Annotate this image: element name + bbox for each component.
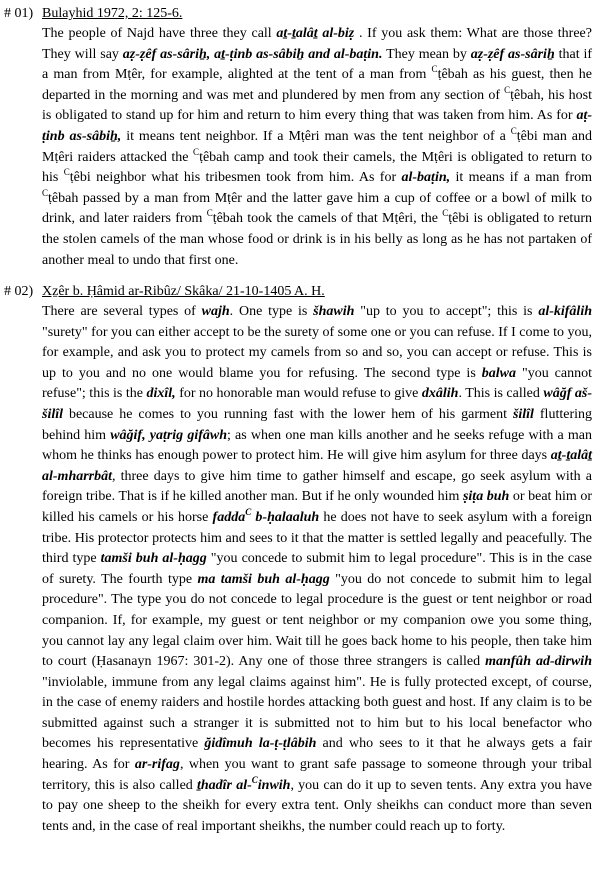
entry-2-header: [0, 282, 600, 302]
entry-2-body: There are several types of wajh. One type is šhawih "up to you to accept"; this is al-kifâlih "surety" for you can either accept to be the surety of some one or you can refuse. If I come to you, for example, and ask you to protect my camels from so and so, you can accept or refuse. This is up to you and no one would blame you for refusing. The second type is balwa "you cannot refuse"; this is the dixîl, for no honorable man would refuse to give dxâlih. This is called wâğf aš-šilîl because he comes to you running fast with the lower hem of his garment šilîl fluttering behind him wâğif, yaṭrig gifâwh; as when one man kills another and he seeks refuge with a man whom he thinks has enough power to protect him. He will give him asylum for three days aṯ-ṯalâṯ al-mharrbât, three days to give him time to gather himself and escape, go seek asylum with a foreign tribe. That is if he killed another man. But if he only wounded him ṣiṭa buh or beat him or killed his camels or his horse fadda$^C$ b-ḥalaaluh he does not have to seek asylum with a foreign tribe. His protector protects him and sees to it that the matter is settled legally and peacefully. The third type tamši buh al-ḥagg "you concede to submit him to legal procedure". This is in the case of surety. The fourth type ma tamši buh al-ḥagg "you do not concede to submit him to legal procedure". The type you do not concede to legal procedure is the guest or tent neighbor or road companion. If, for example, my guest or tent neighbor or my companion owe you some thing, you cannot lay any legal claim over him. Wait till he goes back home to his people, then take him to court (Ḥasanayn 1967: 301-2). Any one of those three strangers is called manfûh ad-dirwih "inviolable, immune from any legal claims against him". He is fully protected except, of course, in the case of enemy raiders and hostile hordes attacking both guest and host. If any claim is to be submitted against such a stranger it is submitted not to him but to his local benefactor who becomes his representative ğidîmuh la-ṭ-ṭlâbih and who sees to it that he always gets a fair hearing. As for ar-rifag, when you want to grant safe passage to someone through your tribal territory, this is also called ṯhadîr al-$^C$inwih, you can do it up to seven tents. Any extra you have to pay one sheep to the sheikh for every extra tent. Only sheikhs can conduct more than seven tents and, in the case of real important sheikhs, the number could reach up to forty.: [42, 304, 593, 834]
entry-1-header: [0, 4, 600, 24]
entry-1: [0, 4, 600, 268]
entry-1-number: # 01): [4, 6, 34, 21]
entry-2-source: Xẕêr b. Ḥâmid ar-Ribûz/ Skâka/ 21-10-1405 A. H.: [42, 284, 325, 299]
entry-1-body: The people of Najd have three they call aṯ-ṯalâṯ al-biẓ . If you ask them: What are those three? They will say aẓ-ẓêf as-sârih̠, aṯ-ṭinb as-sâbih̠ and al-baṭin. They mean by aẓ-ẓêf as-sârih̠ that if a man from Mṭêr, for example, alighted at the tent of a man from $^C$ṭêbah as his guest, then he departed in the morning and was met and plundered by men from any section of $^C$ṭêbah, his host is obligated to stand up for him and return to him every thing that was taken from him. As for aṭ-ṭinb as-sâbih̠, it means tent neighbor. If a Mṭêri man was the tent neighbor of a $^C$ṭêbi man and Mṭêri raiders attacked the $^C$ṭêbah camp and took their camels, the Mṭêri is obligated to return to his $^C$ṭêbi neighbor what his tribesmen took from him. As for al-baṭin, it means if a man from $^C$ṭêbah passed by a man from Mṭêr and the latter gave him a cup of coffee or a bowl of milk to drink, and later raiders from $^C$ṭêbah took the camels of that Mṭêri, the $^C$ṭêbi is obligated to return the stolen camels of the man whose food or drink is in his belly as long as he has not partaken of another meal to undo that first one.: [42, 26, 593, 268]
entry-2: [0, 282, 600, 834]
entry-1-source: Bulayhid 1972, 2: 125-6.: [42, 6, 183, 21]
entry-2-number: # 02): [4, 284, 34, 299]
